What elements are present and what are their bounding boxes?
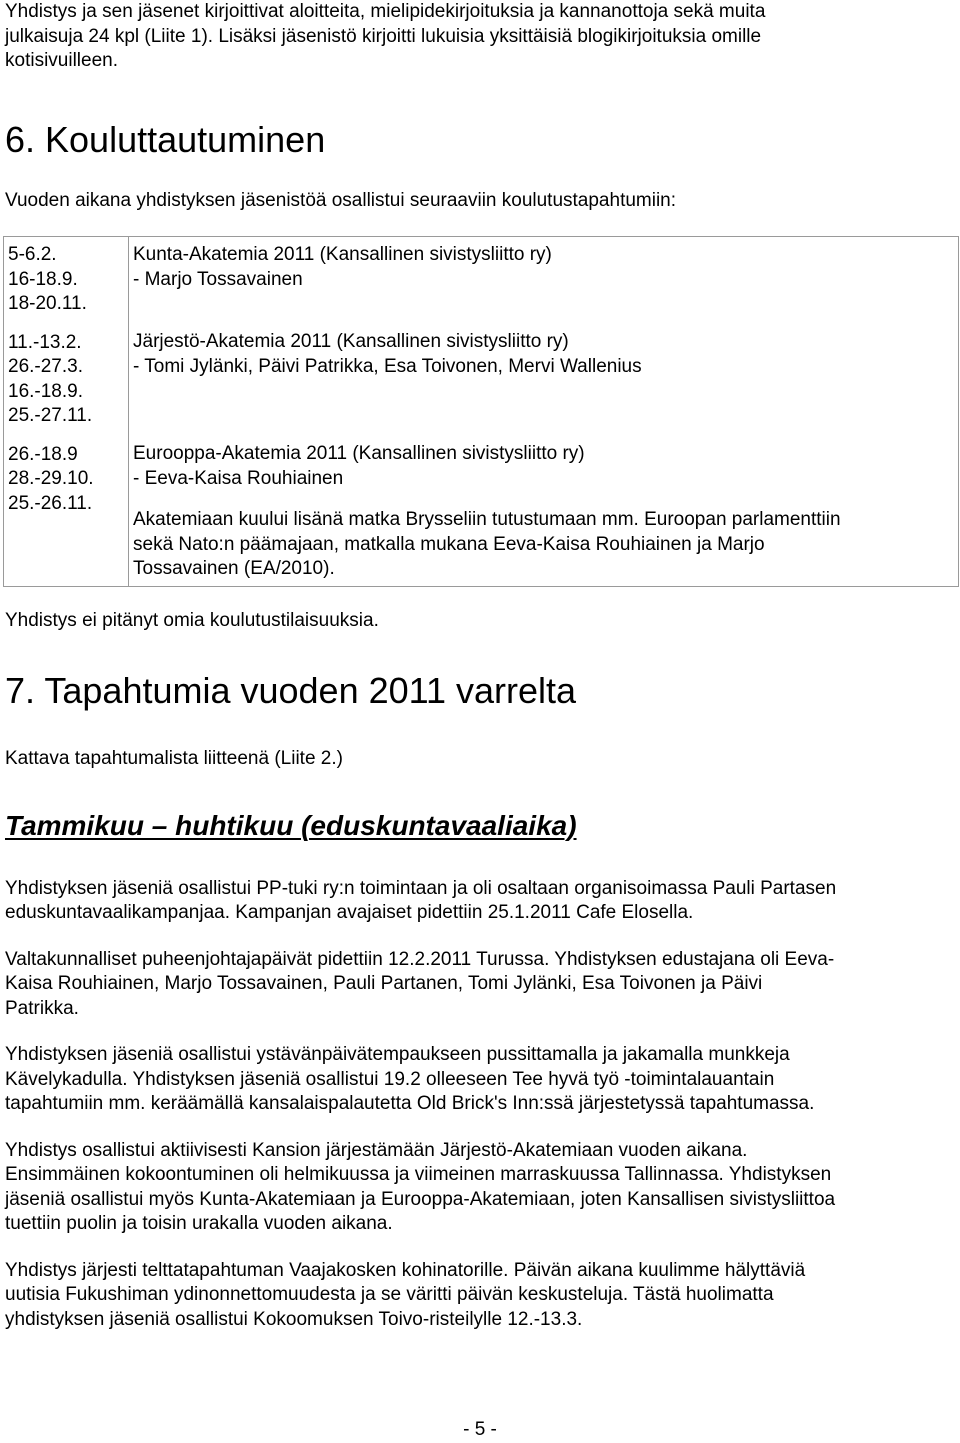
text-line: Tossavainen (EA/2010).: [133, 558, 335, 579]
text-line: Yhdistyksen jäseniä osallistui PP-tuki ry:n toimintaan ja oli osaltaan organisoimassa Pauli Partasen: [5, 877, 837, 899]
event-paragraph: [5, 877, 955, 926]
date-line: 16.-18.9.: [8, 380, 83, 402]
page-number: - 5 -: [463, 1419, 497, 1440]
text-line: Yhdistys osallistui aktiivisesti Kansion järjestämään Järjestö-Akatemiaan vuoden aikana.: [5, 1139, 748, 1161]
date-line: 28.-29.10.: [8, 468, 94, 489]
text-line: Yhdistys ja sen jäsenet kirjoittivat aloitteita, mielipidekirjoituksia ja kannanottoja sekä muita: [5, 1, 766, 22]
section-6-closing: Yhdistys ei pitänyt omia koulutustilaisuuksia.: [5, 609, 379, 631]
event-paragraph: [5, 1139, 955, 1237]
text-line: sekä Nato:n päämajaan, matkalla mukana Eeva-Kaisa Rouhiainen ja Marjo: [133, 533, 765, 555]
training-title: Eurooppa-Akatemia 2011 (Kansallinen sivistysliitto ry): [133, 443, 585, 464]
section-6-heading: 6. Kouluttautuminen: [5, 118, 326, 160]
text-line: eduskuntavaalikampanjaa. Kampanjan avajaiset pidettiin 25.1.2011 Cafe Elosella.: [5, 902, 694, 923]
date-group-kunta: [8, 243, 124, 317]
date-line: 11.-13.2.: [8, 331, 82, 353]
text-line: yhdistyksen jäseniä osallistui Kokoomuksen Toivo-risteilylle 12.-13.3.: [5, 1308, 583, 1330]
training-participants: - Eeva-Kaisa Rouhiainen: [133, 467, 344, 489]
section-6-intro: Vuoden aikana yhdistyksen jäsenistöä osallistui seuraaviin koulutustapahtumiin:: [5, 189, 677, 211]
intro-paragraph: [5, 0, 955, 74]
training-table: [3, 236, 959, 587]
date-group-jarjesto: [8, 331, 124, 429]
text-line: tuettiin puolin ja toisin urakalla vuoden aikana.: [5, 1213, 393, 1234]
description-cell: [129, 237, 959, 587]
table-row: [4, 237, 959, 587]
date-line: 5-6.2.: [8, 244, 57, 265]
training-eurooppa-akatemia: [133, 442, 954, 582]
text-line: Kaisa Rouhiainen, Marjo Tossavainen, Pauli Partanen, Tomi Jylänki, Esa Toivonen ja Päivi: [5, 973, 763, 994]
text-line: uutisia Fukushiman ydinonnettomuudesta ja se väritti päivän keskusteluja. Tästä huolimatta: [5, 1284, 774, 1305]
training-participants: - Tomi Jylänki, Päivi Patrikka, Esa Toivonen, Mervi Wallenius: [133, 355, 642, 377]
text-line: kotisivuilleen.: [5, 50, 118, 71]
dates-cell: [4, 237, 129, 587]
date-line: 25.-27.11.: [8, 405, 93, 426]
text-line: Ensimmäinen kokoontuminen oli helmikuussa ja viimeinen marraskuussa Tallinnassa. Yhdistyksen: [5, 1164, 832, 1185]
attachment-reference: Kattava tapahtumalista liitteenä (Liite 2.): [5, 748, 343, 769]
text-line: Yhdistyksen jäseniä osallistui ystävänpäivätempaukseen pussittamalla ja jakamalla munkkeja: [5, 1044, 790, 1065]
date-line: 18-20.11.: [8, 293, 87, 314]
text-line: julkaisuja 24 kpl (Liite 1). Lisäksi jäsenistö kirjoitti lukuisia yksittäisiä blogikirjoituksia omille: [5, 25, 762, 47]
date-group-eurooppa: [8, 443, 124, 517]
training-participants: - Marjo Tossavainen: [133, 268, 303, 290]
text-line: Akatemiaan kuului lisänä matka Brysseliin tutustumaan mm. Euroopan parlamenttiin: [133, 509, 841, 530]
date-line: 25.-26.11.: [8, 492, 93, 514]
event-paragraph: [5, 1259, 955, 1333]
text-line: Patrikka.: [5, 997, 79, 1019]
training-note: [133, 508, 954, 582]
training-jarjesto-akatemia: [133, 330, 954, 428]
text-line: tapahtumiin mm. keräämällä kansalaispalautetta Old Brick's Inn:ssä järjestetyssä tapahtumassa.: [5, 1093, 815, 1114]
event-paragraph: [5, 948, 955, 1022]
text-line: Kävelykadulla. Yhdistyksen jäseniä osallistui 19.2 olleeseen Tee hyvä työ -toimintalauantain: [5, 1068, 775, 1090]
event-paragraph: [5, 1043, 955, 1117]
date-line: 16-18.9.: [8, 268, 78, 290]
text-line: Valtakunnalliset puheenjohtajapäivät pidettiin 12.2.2011 Turussa. Yhdistyksen edustajana oli Eeva-: [5, 948, 835, 970]
text-line: jäseniä osallistui myös Kunta-Akatemiaan ja Eurooppa-Akatemiaan, joten Kansallisen sivistysliittoa: [5, 1188, 836, 1210]
date-line: 26.-18.9: [8, 443, 78, 465]
date-line: 26.-27.3.: [8, 356, 83, 377]
period-heading: Tammikuu – huhtikuu (eduskuntavaaliaika): [5, 809, 577, 841]
section-7-heading: 7. Tapahtumia vuoden 2011 varrelta: [5, 670, 577, 711]
training-title: Järjestö-Akatemia 2011 (Kansallinen sivistysliitto ry): [133, 331, 569, 352]
training-kunta-akatemia: [133, 243, 954, 316]
text-line: Yhdistys järjesti telttatapahtuman Vaajakosken kohinatorille. Päivän aikana kuulimme hälyttäviä: [5, 1259, 806, 1281]
document-page: [5, 0, 955, 1332]
training-title: Kunta-Akatemia 2011 (Kansallinen sivistysliitto ry): [133, 244, 552, 265]
